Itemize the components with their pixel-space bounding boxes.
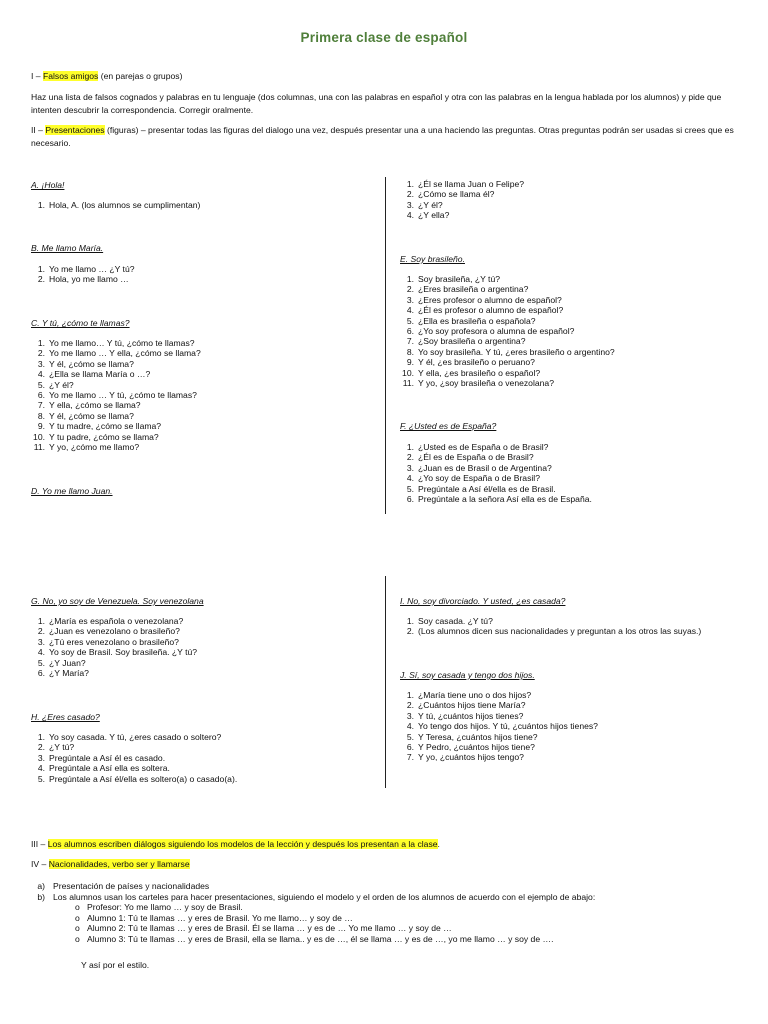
- document-title: Primera clase de español: [300, 30, 468, 45]
- block-j-title: J. Sí, soy casada y tengo dos hijos.: [400, 670, 535, 680]
- block-d-title: D. Yo me llamo Juan.: [31, 486, 113, 496]
- list-text: Y ella, ¿es brasileño o español?: [418, 367, 541, 378]
- section-4-list: [31, 881, 595, 902]
- section-3-paragraph: III – Los alumnos escriben diálogos siguiendo los modelos de la lección y después los presentan a la clase.: [31, 839, 440, 849]
- block-i-list: [400, 616, 701, 637]
- list-text: Yo soy de Brasil. Soy brasileña. ¿Y tú?: [49, 647, 198, 658]
- section-4-highlight: Nacionalidades, verbo ser y llamarse: [48, 859, 190, 869]
- list-number: 10.: [33, 431, 45, 442]
- list-item: [400, 368, 615, 378]
- list-item: [31, 200, 200, 210]
- list-text: Y él, ¿cómo se llama?: [49, 358, 134, 369]
- list-number: 9.: [37, 421, 45, 432]
- list-text: ¿Ella es brasileña o española?: [418, 315, 536, 326]
- list-text: ¿Y tú?: [49, 742, 75, 753]
- list-text: Y Teresa, ¿cuántos hijos tiene?: [418, 731, 538, 742]
- block-b-list: [31, 264, 135, 285]
- list-item: [400, 473, 592, 483]
- list-number: 5.: [406, 483, 414, 494]
- list-item: [400, 452, 592, 462]
- section-3-highlight: Los alumnos escriben diálogos siguiendo los modelos de la lección y después los presentan a la clase: [47, 839, 438, 849]
- list-item: [400, 463, 592, 473]
- list-number: 6.: [406, 742, 414, 753]
- list-text: Yo me llamo … Y ella, ¿cómo se llama?: [49, 348, 201, 359]
- list-text: Soy brasileña, ¿Y tú?: [418, 274, 501, 284]
- list-item: [400, 326, 615, 336]
- list-item: [400, 200, 524, 210]
- block-f-list: [400, 442, 592, 504]
- list-item: [400, 316, 615, 326]
- list-item: [400, 295, 615, 305]
- list-text: Yo me llamo … Y tú, ¿cómo te llamas?: [49, 390, 197, 401]
- list-number: 1.: [406, 442, 414, 452]
- list-item: [31, 637, 197, 647]
- list-text: ¿Él es profesor o alumno de español?: [418, 305, 564, 316]
- list-text: Y él, ¿es brasileño o peruano?: [418, 357, 535, 368]
- list-text: ¿Cuántos hijos tiene María?: [418, 700, 526, 711]
- list-item: [400, 347, 615, 357]
- list-text: ¿Soy brasileña o argentina?: [418, 336, 526, 347]
- list-number: 10.: [402, 367, 414, 378]
- list-item: o Alumno 2: Tú te llamas … y eres de Brasil. Él se llama … y es de … Yo me llamo … y soy de …: [75, 923, 452, 934]
- list-text: Hola, A. (los alumnos se cumplimentan): [49, 200, 201, 210]
- list-item: o Profesor: Yo me llamo … y soy de Brasil.: [75, 902, 243, 912]
- list-item: [400, 742, 598, 752]
- list-text: ¿Juan es venezolano o brasileño?: [49, 626, 180, 637]
- list-number: 3.: [406, 199, 414, 210]
- list-number: 1.: [37, 200, 45, 210]
- list-item: [400, 494, 592, 504]
- section-1-heading: I – Falsos amigos (en parejas o grupos): [31, 71, 183, 81]
- list-text: ¿Y él?: [49, 379, 74, 390]
- list-number: 1.: [406, 274, 414, 284]
- list-number: 5.: [37, 773, 45, 784]
- list-text: Yo soy brasileña. Y tú, ¿eres brasileño o argentino?: [418, 346, 615, 357]
- list-number: 1.: [37, 264, 45, 274]
- list-item: [31, 411, 201, 421]
- list-text: Pregúntale a Así él/ella es soltero(a) o casado(a).: [49, 773, 238, 784]
- block-e-list: [400, 274, 615, 388]
- list-text: ¿Juan es de Brasil o de Argentina?: [418, 462, 552, 473]
- list-number: 11.: [33, 442, 45, 453]
- list-number: 2.: [406, 284, 414, 295]
- list-item: [400, 626, 701, 636]
- list-text: ¿Tú eres venezolano o brasileño?: [49, 636, 179, 647]
- list-text: Y yo, ¿cuántos hijos tengo?: [418, 752, 524, 763]
- list-item: [31, 658, 197, 668]
- list-text: Pregúntale a Así él es casado.: [49, 752, 166, 763]
- list-number: 7.: [406, 752, 414, 763]
- list-item: [400, 700, 598, 710]
- list-number: 2.: [406, 700, 414, 711]
- list-text: ¿María tiene uno o dos hijos?: [418, 690, 532, 700]
- list-number: 3.: [37, 636, 45, 647]
- list-text: Yo me llamo… Y tú, ¿cómo te llamas?: [49, 338, 195, 348]
- list-text: ¿Eres profesor o alumno de español?: [418, 294, 562, 305]
- list-text: (Los alumnos dicen sus nacionalidades y preguntan a los otros las suyas.): [418, 626, 702, 637]
- list-item: o Alumno 1: Tú te llamas … y eres de Brasil. Yo me llamo… y soy de …: [75, 912, 353, 923]
- list-text: Soy casada. ¿Y tú?: [418, 616, 493, 626]
- block-a-list: [31, 200, 200, 210]
- list-text: ¿Y ella?: [418, 210, 450, 221]
- block-c-list: [31, 338, 201, 452]
- list-text: Y tu padre, ¿cómo se llama?: [49, 431, 159, 442]
- closing-text: Y así por el estilo.: [81, 960, 150, 970]
- list-item: [400, 305, 615, 315]
- list-item: [31, 400, 201, 410]
- list-item: [31, 616, 197, 626]
- list-text: ¿Y Juan?: [49, 657, 86, 668]
- list-item: [400, 484, 592, 494]
- list-item: [400, 721, 598, 731]
- list-item: [31, 264, 135, 274]
- block-h-title: H. ¿Eres casado?: [31, 712, 100, 722]
- column-divider-bottom: [385, 576, 386, 788]
- block-f-title: F. ¿Usted es de España?: [400, 421, 497, 431]
- list-item: [31, 274, 135, 284]
- list-text: ¿Él se llama Juan o Felipe?: [418, 179, 525, 189]
- list-item: [400, 210, 524, 220]
- section-1-text: Haz una lista de falsos cognados y palabras en tu lenguaje (dos columnas, una con las palabras en español y otra con las palabras en la lengua hablada por los alumnos) y pide que intenten descubrir la correspondencia. Corregir oralmente.: [31, 92, 722, 115]
- list-text: ¿Y él?: [418, 199, 443, 210]
- list-number: 2.: [37, 274, 45, 285]
- list-item: [31, 432, 201, 442]
- block-e-title: E. Soy brasileño.: [400, 254, 465, 264]
- list-number: 3.: [406, 710, 414, 721]
- list-item: [400, 284, 615, 294]
- list-item: [31, 668, 197, 678]
- list-number: 5.: [406, 731, 414, 742]
- list-text: ¿Usted es de España o de Brasil?: [418, 442, 549, 452]
- list-item: [31, 421, 201, 431]
- list-number: 8.: [37, 410, 45, 421]
- list-text: Y él, ¿cómo se llama?: [49, 410, 134, 421]
- list-number: 4.: [406, 473, 414, 484]
- list-item: [31, 732, 237, 742]
- list-number: 1.: [406, 616, 414, 626]
- list-number: 6.: [37, 668, 45, 679]
- list-item: [31, 647, 197, 657]
- list-number: 6.: [37, 390, 45, 401]
- list-item: [31, 763, 237, 773]
- section-4-bullets: [53, 902, 553, 944]
- list-text: Y ella, ¿cómo se llama?: [49, 400, 141, 411]
- list-number: 11.: [402, 378, 414, 389]
- section-1-highlight: Falsos amigos: [42, 71, 99, 81]
- list-text: ¿Eres brasileña o argentina?: [418, 284, 529, 295]
- list-item: [31, 348, 201, 358]
- list-item: [400, 690, 598, 700]
- block-a-title: A. ¡Hola!: [31, 180, 65, 190]
- list-text: Pregúntale a la señora Así ella es de España.: [418, 494, 592, 505]
- list-number: 5.: [406, 315, 414, 326]
- list-number: 1.: [406, 179, 414, 189]
- list-number: 4.: [37, 369, 45, 380]
- list-text: Yo soy casada. Y tú, ¿eres casado o soltero?: [49, 732, 222, 742]
- list-item: [400, 357, 615, 367]
- list-number: 6.: [406, 326, 414, 337]
- list-number: 4.: [406, 721, 414, 732]
- block-h-list: [31, 732, 237, 784]
- list-item: [400, 442, 592, 452]
- list-item: [31, 753, 237, 763]
- list-number: 2.: [406, 452, 414, 463]
- list-text: ¿Yo soy profesora o alumna de español?: [418, 326, 575, 337]
- list-text: Pregúntale a Así él/ella es de Brasil.: [418, 483, 556, 494]
- section-2-highlight: Presentaciones: [45, 125, 105, 135]
- list-text: ¿Cómo se llama él?: [418, 189, 495, 200]
- list-number: 1.: [37, 616, 45, 626]
- list-item: [31, 742, 237, 752]
- list-number: 4.: [406, 210, 414, 221]
- list-item: [400, 378, 615, 388]
- list-number: 2.: [37, 626, 45, 637]
- list-number: 3.: [37, 752, 45, 763]
- block-d-list: [400, 179, 524, 221]
- list-item: [31, 442, 201, 452]
- section-4-heading: IV – Nacionalidades, verbo ser y llamarse: [31, 859, 190, 869]
- list-text: ¿Y María?: [49, 668, 89, 679]
- list-item: [400, 732, 598, 742]
- list-number: 1.: [406, 690, 414, 700]
- list-number: 1.: [37, 338, 45, 348]
- list-text: Y yo, ¿soy brasileña o venezolana?: [418, 378, 554, 389]
- list-text: Yo me llamo … ¿Y tú?: [49, 264, 135, 274]
- list-number: 4.: [406, 305, 414, 316]
- list-text: Y tú, ¿cuántos hijos tienes?: [418, 710, 524, 721]
- list-number: 2.: [406, 626, 414, 637]
- list-item: [400, 274, 615, 284]
- list-number: 4.: [37, 647, 45, 658]
- block-b-title: B. Me llamo María.: [31, 243, 104, 253]
- list-item: [400, 336, 615, 346]
- list-text: Hola, yo me llamo …: [49, 274, 129, 285]
- block-g-list: [31, 616, 197, 678]
- list-text: ¿Yo soy de España o de Brasil?: [418, 473, 540, 484]
- list-text: Pregúntale a Así ella es soltera.: [49, 763, 170, 774]
- list-text: Y tu madre, ¿cómo se llama?: [49, 421, 162, 432]
- list-number: 4.: [37, 763, 45, 774]
- list-item: [31, 380, 201, 390]
- list-number: 3.: [406, 462, 414, 473]
- list-item: [31, 359, 201, 369]
- list-text: Yo tengo dos hijos. Y tú, ¿cuántos hijos tienes?: [418, 721, 598, 732]
- list-number: 2.: [37, 348, 45, 359]
- list-text: Y Pedro, ¿cuántos hijos tiene?: [418, 742, 535, 753]
- list-number: 6.: [406, 494, 414, 505]
- list-item: [31, 338, 201, 348]
- list-number: 9.: [406, 357, 414, 368]
- list-number: 5.: [37, 379, 45, 390]
- list-text: ¿Ella se llama María o …?: [49, 369, 151, 380]
- block-g-title: G. No, yo soy de Venezuela. Soy venezolana: [31, 596, 204, 606]
- list-item: [400, 752, 598, 762]
- list-item: [400, 711, 598, 721]
- list-item: [400, 189, 524, 199]
- list-item: [31, 369, 201, 379]
- list-number: 2.: [406, 189, 414, 200]
- block-i-title: I. No, soy divorciado. Y usted, ¿es casada?: [400, 596, 566, 606]
- list-number: 7.: [406, 336, 414, 347]
- list-text: ¿María es española o venezolana?: [49, 616, 184, 626]
- list-number: 2.: [37, 742, 45, 753]
- list-item: [400, 179, 524, 189]
- block-c-title: C. Y tú, ¿cómo te llamas?: [31, 318, 130, 328]
- list-item: a) Presentación de países y nacionalidades: [37, 881, 210, 891]
- list-number: 3.: [37, 358, 45, 369]
- list-item: b) Los alumnos usan los carteles para hacer presentaciones, siguiendo el modelo y el orden de los alumnos de acuerdo con el ejemplo de abajo:: [37, 891, 596, 902]
- list-text: ¿Él es de España o de Brasil?: [418, 452, 534, 463]
- list-number: 5.: [37, 657, 45, 668]
- section-2-paragraph: II – Presentaciones (figuras) – presentar todas las figuras del dialogo una vez, después presentar una a una haciendo las preguntas. Otras preguntas podrán ser usadas si crees que es necesario.: [31, 125, 734, 148]
- list-item: [400, 616, 701, 626]
- list-text: Y yo, ¿cómo me llamo?: [49, 442, 140, 453]
- list-item: [31, 626, 197, 636]
- column-divider-top: [385, 177, 386, 514]
- list-item: o Alumno 3: Tú te llamas … y eres de Brasil, ella se llama.. y es de …, él se llama … y es de …, yo me llamo … y soy de ….: [75, 933, 554, 944]
- list-number: 7.: [37, 400, 45, 411]
- block-j-list: [400, 690, 598, 763]
- list-item: [31, 774, 237, 784]
- list-number: 1.: [37, 732, 45, 742]
- list-number: 8.: [406, 346, 414, 357]
- list-number: 3.: [406, 294, 414, 305]
- list-item: [31, 390, 201, 400]
